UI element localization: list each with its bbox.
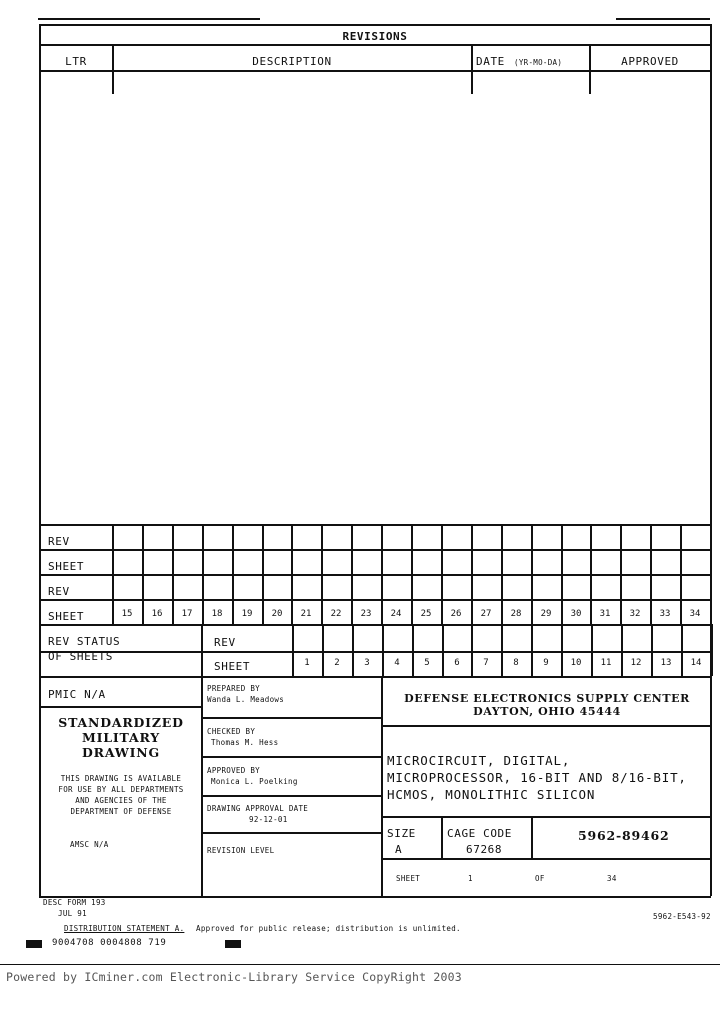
grid-col-rule-lower-2 <box>352 624 354 676</box>
lower-sheet-label: SHEET <box>214 660 251 673</box>
sheet-number-lower: 7 <box>483 658 489 668</box>
grid-col-rule-lower-7 <box>501 624 503 676</box>
rev-status-label-1: REV STATUS <box>48 635 121 648</box>
grid-col-rule-lower-3 <box>382 624 384 676</box>
grid-col-rule-lower-6 <box>471 624 473 676</box>
rev-status-label-2: OF SHEETS <box>48 650 114 663</box>
sheet-number-upper: 25 <box>420 609 432 619</box>
sheet-number-upper: 15 <box>121 609 133 619</box>
agency-line-1: DEFENSE ELECTRONICS SUPPLY CENTER <box>404 692 690 705</box>
sheet-number-lower: 2 <box>334 658 340 668</box>
grid-row-rule-2 <box>39 574 711 576</box>
prepared-label: PREPARED BY <box>207 684 260 693</box>
grid-col-rule-lower-4 <box>412 624 414 676</box>
of-label: OF <box>535 874 545 883</box>
grid-col-rule-lower-1 <box>322 624 324 676</box>
sheet-number-upper: 28 <box>510 609 522 619</box>
col-description: DESCRIPTION <box>252 55 332 68</box>
col-approved: APPROVED <box>621 55 679 68</box>
grid-row-rule-lower <box>201 651 711 653</box>
grid-col-rule-lower-13 <box>681 624 683 676</box>
sheet-number-lower: 12 <box>630 658 642 668</box>
sheet-number-lower: 3 <box>364 658 370 668</box>
std-line-2: MILITARY <box>82 730 160 745</box>
sheet-number-upper: 27 <box>480 609 492 619</box>
sheet-number-upper: 30 <box>570 609 582 619</box>
agency-rule <box>381 725 711 727</box>
barcode-mark-right <box>225 940 241 948</box>
rev-status-divider <box>201 624 203 676</box>
revisions-header-rule <box>39 70 711 72</box>
sheet-number-upper: 32 <box>629 609 641 619</box>
sheet-number-upper: 29 <box>540 609 552 619</box>
grid-col-rule-lower-9 <box>561 624 563 676</box>
sheet-number-upper: 22 <box>330 609 342 619</box>
sheet-number-upper: 17 <box>181 609 193 619</box>
pmic: PMIC N/A <box>48 688 106 701</box>
sheet-label: SHEET <box>396 874 421 883</box>
size-value: A <box>395 843 403 856</box>
sheet-number-upper: 24 <box>390 609 402 619</box>
size-divider <box>441 816 443 859</box>
avail-line-2: FOR USE BY ALL DEPARTMENTS <box>58 785 184 794</box>
grid-col-rule-lower-11 <box>621 624 623 676</box>
title-rule <box>381 816 711 818</box>
grid-col-rule-lower-12 <box>651 624 653 676</box>
rev-col-divider-3 <box>589 44 591 94</box>
sheet-number-upper: 18 <box>211 609 223 619</box>
prepared-name: Wanda L. Meadows <box>207 695 285 704</box>
sig-rule-1 <box>201 717 382 719</box>
revisions-title: REVISIONS <box>342 30 408 43</box>
top-left-mark <box>38 18 260 20</box>
top-right-mark <box>616 18 710 20</box>
form-line-1: DESC FORM 193 <box>43 898 106 907</box>
sheet-number-lower: 4 <box>394 658 400 668</box>
sheet-number-upper: 20 <box>271 609 283 619</box>
sheet-number-upper: 31 <box>599 609 611 619</box>
sheet-number-lower: 10 <box>570 658 582 668</box>
agency-line-2: DAYTON, OHIO 45444 <box>473 705 621 718</box>
of-value: 34 <box>607 874 617 883</box>
sheet-number-lower: 14 <box>690 658 702 668</box>
sig-rule-3 <box>201 795 382 797</box>
sheet-value: 1 <box>468 874 473 883</box>
cage-divider <box>531 816 533 859</box>
cage-label: CAGE CODE <box>447 827 513 840</box>
sheet-number-lower: 9 <box>543 658 549 668</box>
distribution-text: Approved for public release; distribution is unlimited. <box>196 924 461 933</box>
avail-line-4: DEPARTMENT OF DEFENSE <box>70 807 172 816</box>
lower-rev-label: REV <box>214 636 236 649</box>
approval-date-label: DRAWING APPROVAL DATE <box>207 804 309 813</box>
grid-col-rule-lower-8 <box>531 624 533 676</box>
sheet-number-lower: 5 <box>424 658 430 668</box>
barcode-text: 9004708 0004808 719 <box>52 938 167 948</box>
sheet-number-upper: 33 <box>659 609 671 619</box>
col-date-format: (YR-MO-DA) <box>514 58 563 67</box>
col-ltr: LTR <box>65 55 87 68</box>
grid-col-rule-lower-0 <box>292 624 294 676</box>
grid-row-rule-0 <box>39 524 711 526</box>
title-line-1: MICROCIRCUIT, DIGITAL, <box>387 753 571 768</box>
grid-row-rule-4 <box>39 624 711 626</box>
amsc: AMSC N/A <box>70 840 109 849</box>
sheet-number-upper: 16 <box>151 609 163 619</box>
checked-name: Thomas M. Hess <box>211 738 279 747</box>
title-block-top-rule <box>39 676 711 678</box>
sheet-number-upper: 19 <box>241 609 253 619</box>
size-label: SIZE <box>387 827 416 840</box>
frame-right <box>710 24 712 896</box>
sheet-number-lower: 6 <box>454 658 460 668</box>
revisions-title-rule <box>39 44 711 46</box>
sheet-number-lower: 11 <box>600 658 612 668</box>
rev-col-divider-1 <box>112 44 114 94</box>
rev-col-divider-2 <box>471 44 473 94</box>
form-line-2: JUL 91 <box>58 909 87 918</box>
grid-col-rule-lower-5 <box>442 624 444 676</box>
cage-value: 67268 <box>466 843 503 856</box>
row-label-sheet-2: SHEET <box>48 610 85 623</box>
barcode-mark-left <box>26 940 42 948</box>
row-label-rev-2: REV <box>48 585 70 598</box>
sig-rule-4 <box>201 832 382 834</box>
distribution-label: DISTRIBUTION STATEMENT A. <box>64 924 185 933</box>
row-label-sheet-1: SHEET <box>48 560 85 573</box>
sheet-number-lower: 1 <box>304 658 310 668</box>
std-line-3: DRAWING <box>82 745 160 760</box>
sheet-number-upper: 26 <box>450 609 462 619</box>
frame-top <box>39 24 711 26</box>
grid-col-rule-lower-14 <box>711 624 713 676</box>
footer-rule <box>0 964 720 965</box>
grid-col-rule-lower-10 <box>591 624 593 676</box>
grid-row-rule-3 <box>39 599 711 601</box>
title-line-3: HCMOS, MONOLITHIC SILICON <box>387 787 596 802</box>
revision-level-label: REVISION LEVEL <box>207 846 275 855</box>
col-date: DATE <box>476 55 505 68</box>
grid-col-rule-upper-20 <box>710 524 712 624</box>
frame-left <box>39 24 41 896</box>
checked-label: CHECKED BY <box>207 727 256 736</box>
avail-line-1: THIS DRAWING IS AVAILABLE <box>60 774 182 783</box>
approved-name: Monica L. Poelking <box>211 777 298 786</box>
sheet-number-upper: 23 <box>360 609 372 619</box>
doc-ref: 5962-E543-92 <box>653 912 711 921</box>
grid-row-rule-1 <box>39 549 711 551</box>
sheet-number-upper: 21 <box>300 609 312 619</box>
title-line-2: MICROPROCESSOR, 16-BIT AND 8/16-BIT, <box>387 770 687 785</box>
sheet-number-lower: 13 <box>660 658 672 668</box>
approval-date: 92-12-01 <box>249 815 288 824</box>
sig-rule-2 <box>201 756 382 758</box>
sheet-number-lower: 8 <box>513 658 519 668</box>
powered-by: Powered by ICminer.com Electronic-Library Service CopyRight 2003 <box>6 970 462 984</box>
sheet-number-upper: 34 <box>689 609 701 619</box>
ids-rule <box>381 858 711 860</box>
avail-line-3: AND AGENCIES OF THE <box>75 796 167 805</box>
drawing-number: 5962-89462 <box>578 828 670 843</box>
approved-label: APPROVED BY <box>207 766 260 775</box>
pmic-rule <box>39 706 202 708</box>
row-label-rev-1: REV <box>48 535 70 548</box>
std-line-1: STANDARDIZED <box>58 715 184 730</box>
frame-bottom <box>39 896 711 898</box>
